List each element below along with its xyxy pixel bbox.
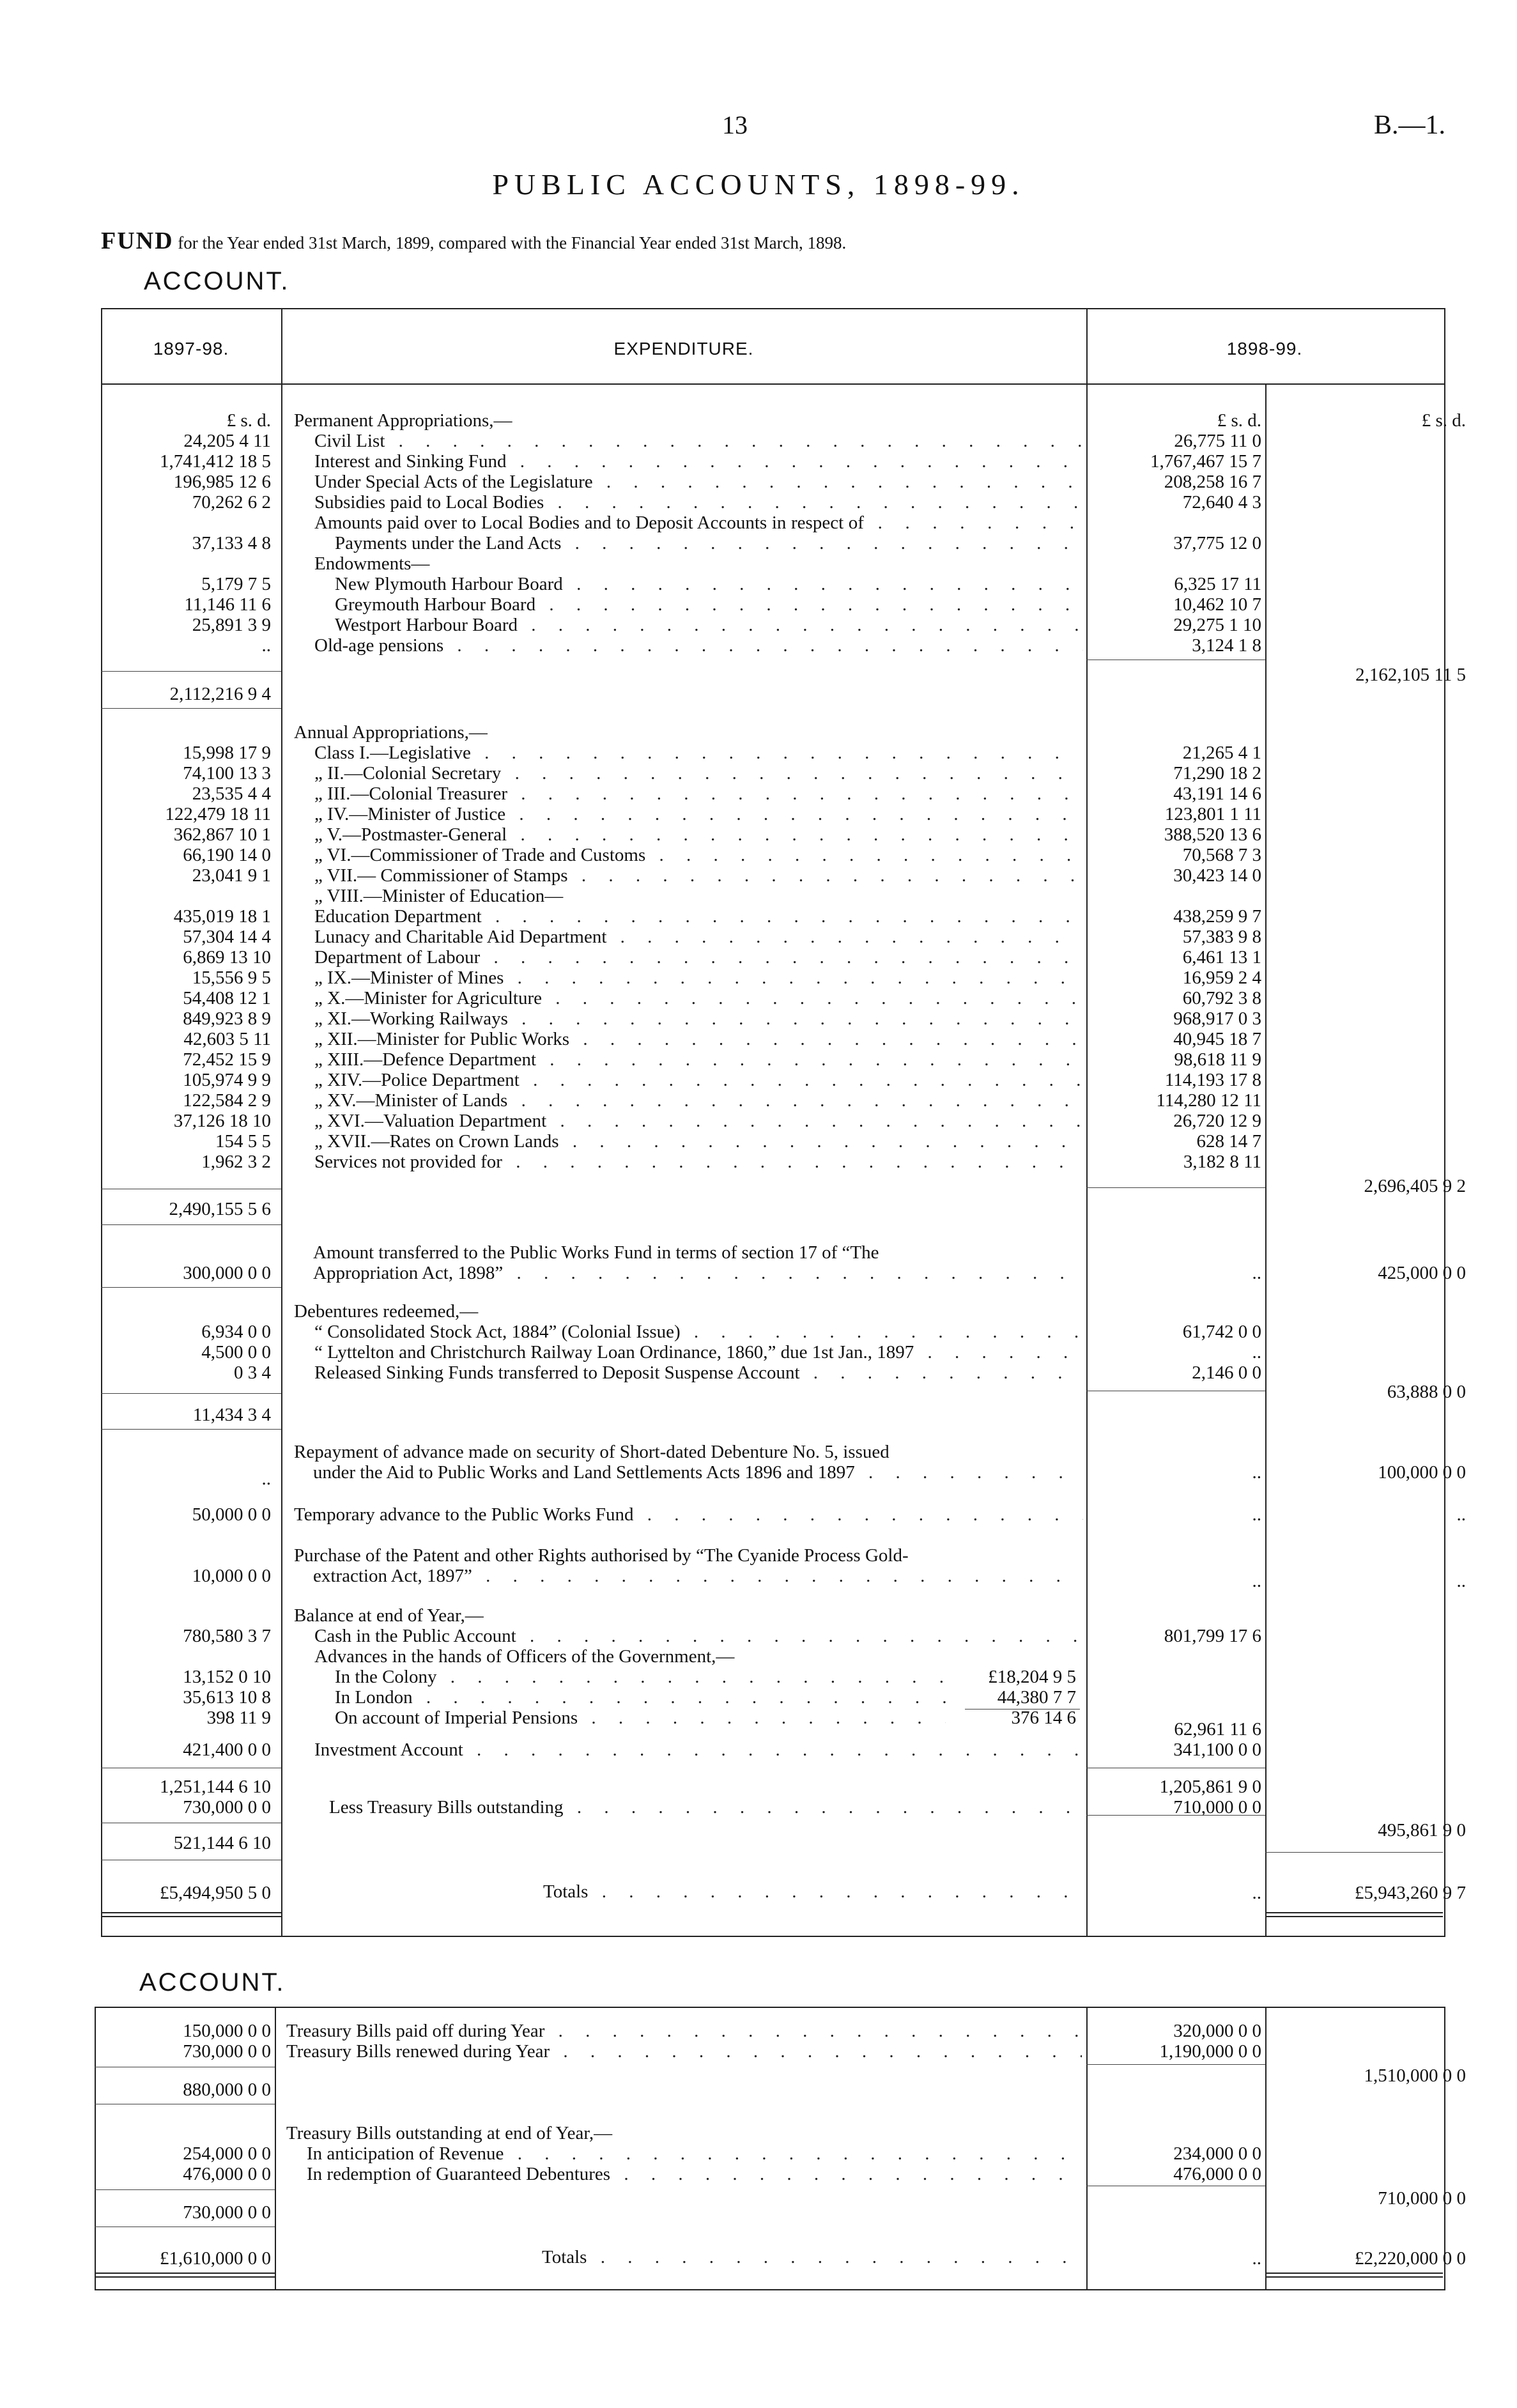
row-label: Education Department . . . — [294, 906, 1083, 927]
permanent-head: Permanent Appropriations,— — [294, 410, 512, 431]
row-label: In London . . . — [294, 1687, 946, 1708]
t2-totals-double-a — [95, 2273, 275, 2278]
oldage-1898: 3,124 1 8 — [1192, 635, 1261, 656]
repay-line2: under the Aid to Public Works and Land Settlements Acts 1896 and 1897 . . . — [294, 1462, 1083, 1483]
account-heading-2: ACCOUNT. — [139, 1968, 286, 1996]
debentures-head: Debentures redeemed,— — [294, 1301, 479, 1322]
t2-sub2-rule-a — [95, 2189, 275, 2190]
annual-total-rule — [101, 1224, 281, 1225]
row-1897-value: 122,479 18 11 — [165, 804, 271, 824]
row-1898-value: 60,792 3 8 — [1182, 988, 1261, 1008]
row-label: Subsidies paid to Local Bodies . . . — [294, 492, 1083, 513]
row-label: Lunacy and Charitable Aid Department . . . — [294, 927, 1083, 947]
row-1898-value: 114,193 17 8 — [1164, 1070, 1261, 1090]
pwf-line2: Appropriation Act, 1898” . . . — [294, 1263, 1083, 1283]
row-1898-value: 2,146 0 0 — [1192, 1362, 1261, 1383]
row-1897-value: 37,126 18 10 — [173, 1111, 271, 1131]
row-1897-value: 35,613 10 8 — [183, 1687, 271, 1708]
balance-sum-1898: 1,205,861 9 0 — [1159, 1777, 1261, 1797]
row-label: „ V.—Postmaster-General . . . — [294, 824, 1083, 845]
row-1897-value: 24,205 4 11 — [183, 431, 271, 451]
row-1898-value: 3,182 8 11 — [1183, 1152, 1261, 1172]
row-1897-value: 6,934 0 0 — [201, 1322, 271, 1342]
repay-1897: .. — [261, 1469, 271, 1489]
row-1897-value: 1,962 3 2 — [201, 1152, 271, 1172]
row-label: Greymouth Harbour Board . . . — [294, 594, 1083, 615]
subtitle-lead: FUND — [101, 228, 174, 254]
annual-total-1897: 2,490,155 5 6 — [169, 1199, 271, 1219]
annual-head: Annual Appropriations,— — [294, 722, 488, 743]
net-total-rule-b — [1265, 1852, 1443, 1853]
row-label: „ II.—Colonial Secretary . . . — [294, 763, 1083, 783]
perm-sum-rule-a — [101, 671, 281, 672]
row-1897-value: 15,998 17 9 — [183, 743, 271, 763]
row-1898-value: 29,275 1 10 — [1173, 615, 1261, 635]
totals-label: Totals . . . — [294, 1881, 1083, 1902]
page-reference: B.—1. — [1374, 111, 1446, 140]
row-1897-value: 196,985 12 6 — [173, 472, 271, 492]
temp-advance-1897: 50,000 0 0 — [192, 1504, 271, 1525]
row-label: „ VI.—Commissioner of Trade and Customs . . . — [294, 845, 1083, 865]
land-acts-1898: 37,775 12 0 — [1173, 533, 1261, 553]
row-1898-value: 628 14 7 — [1196, 1131, 1261, 1152]
row-label: New Plymouth Harbour Board . . . — [294, 574, 1083, 594]
t2-renewed-1897: 730,000 0 0 — [183, 2041, 271, 2062]
unit-header-1898b: £ s. d. — [1421, 410, 1466, 431]
perm-total-1898: 2,162,105 11 5 — [1355, 665, 1466, 685]
row-1898-value: 26,775 11 0 — [1174, 431, 1261, 451]
row-1897-value: 105,974 9 9 — [183, 1070, 271, 1090]
t2-redemption-1898: 476,000 0 0 — [1173, 2164, 1261, 2184]
t2-sub2-1898: 710,000 0 0 — [1378, 2188, 1466, 2209]
row-label: „ XVII.—Rates on Crown Lands . . . — [294, 1131, 1083, 1152]
row-label: „ XVI.—Valuation Department . . . — [294, 1111, 1083, 1131]
row-label: “ Consolidated Stock Act, 1884” (Colonial Issue) . . . — [294, 1322, 1083, 1342]
account-heading: ACCOUNT. — [144, 267, 290, 295]
row-1898-value: 208,258 16 7 — [1164, 472, 1261, 492]
row-label: „ XI.—Working Railways . . . — [294, 1008, 1083, 1029]
row-1898-value: 72,640 4 3 — [1182, 492, 1261, 513]
investment-1897: 421,400 0 0 — [183, 1740, 271, 1760]
row-1898-value: 388,520 13 6 — [1164, 824, 1261, 845]
balance-sum-1897: 1,251,144 6 10 — [160, 1777, 271, 1797]
t2-outstanding-head: Treasury Bills outstanding at end of Year,— — [286, 2123, 613, 2143]
row-1898-value: 40,945 18 7 — [1173, 1029, 1261, 1049]
cyanide-line1: Purchase of the Patent and other Rights authorised by “The Cyanide Process Gold- — [294, 1545, 909, 1566]
row-1897-value: 435,019 18 1 — [173, 906, 271, 927]
row-1898-value: .. — [1252, 1342, 1261, 1362]
row-label: „ IX.—Minister of Mines . . . — [294, 968, 1083, 988]
investment-label: Investment Account . . . — [294, 1740, 1083, 1760]
t2-col-rule-1 — [275, 2007, 276, 2289]
deb-sum-rule-a — [101, 1393, 281, 1394]
row-1897-value: 398 11 9 — [206, 1708, 271, 1728]
row-1897-value: 122,584 2 9 — [183, 1090, 271, 1111]
annual-total-1898: 2,696,405 9 2 — [1364, 1176, 1466, 1196]
t2-paid-off-1897: 150,000 0 0 — [183, 2021, 271, 2041]
t2-revenue-1898: 234,000 0 0 — [1173, 2143, 1261, 2164]
row-1898-value: 57,383 9 8 — [1182, 927, 1261, 947]
t2-sub1-1898: 1,510,000 0 0 — [1364, 2065, 1466, 2086]
cyanide-1898b: .. — [1456, 1571, 1466, 1591]
row-1897-value: 72,452 15 9 — [183, 1049, 271, 1070]
col-header-expenditure: EXPENDITURE. — [613, 339, 754, 359]
row-1897-value: 11,146 11 6 — [184, 594, 271, 615]
col-header-1897: 1897-98. — [153, 339, 229, 359]
page-title: PUBLIC ACCOUNTS, 1898-99. — [492, 168, 1025, 201]
t2-totals-double-b — [1265, 2273, 1443, 2278]
row-1897-value: 57,304 14 4 — [183, 927, 271, 947]
row-1897-value: 4,500 0 0 — [201, 1342, 271, 1362]
row-1897-value: 362,867 10 1 — [173, 824, 271, 845]
row-label: Released Sinking Funds transferred to Deposit Suspense Account . . . — [294, 1362, 1083, 1383]
row-label: „ X.—Minister for Agriculture . . . — [294, 988, 1083, 1008]
land-acts-line2: Payments under the Land Acts . . . — [294, 533, 1083, 553]
totals-double-rule-a — [101, 1912, 281, 1917]
row-label: Civil List . . . — [294, 431, 1083, 451]
row-1897-value: 1,741,412 18 5 — [160, 451, 271, 472]
t2-renewed-1898: 1,190,000 0 0 — [1159, 2041, 1261, 2062]
net-balance-1898: 495,861 9 0 — [1378, 1820, 1466, 1841]
row-1897-value: 849,923 8 9 — [183, 1008, 271, 1029]
row-1897-value: 5,179 7 5 — [201, 574, 271, 594]
t2-redemption-1897: 476,000 0 0 — [183, 2164, 271, 2184]
t2-col-rule-2 — [1086, 2007, 1088, 2289]
totals-1898a: .. — [1252, 1883, 1261, 1903]
row-1898-value: 98,618 11 9 — [1174, 1049, 1261, 1070]
row-1897-value: 42,603 5 11 — [183, 1029, 271, 1049]
land-acts-1897: 37,133 4 8 — [192, 533, 271, 553]
temp-advance-1898b: .. — [1456, 1504, 1466, 1525]
row-1898-value: 16,959 2 4 — [1182, 968, 1261, 988]
repay-line1: Repayment of advance made on security of Short-dated Debenture No. 5, issued — [294, 1442, 889, 1462]
row-1898-value: 438,259 9 7 — [1173, 906, 1261, 927]
row-1897-value: 0 3 4 — [234, 1362, 271, 1383]
row-label: In the Colony . . . — [294, 1667, 946, 1687]
treasury-bills-1897: 730,000 0 0 — [183, 1797, 271, 1818]
row-1898-value: 6,461 13 1 — [1182, 947, 1261, 968]
land-acts-line1: Amounts paid over to Local Bodies and to Deposit Accounts in respect of . . . — [294, 513, 1083, 533]
row-label: On account of Imperial Pensions . . . — [294, 1708, 946, 1728]
row-1897-value: 154 5 5 — [215, 1131, 271, 1152]
temp-advance-label: Temporary advance to the Public Works Fund . . . — [294, 1504, 1083, 1525]
t2-renewed-label: Treasury Bills renewed during Year . . . — [286, 2041, 1082, 2062]
t2-redemption-label: In redemption of Guaranteed Debentures . . . — [307, 2164, 1082, 2184]
adv-sum-rule — [965, 1709, 1080, 1710]
row-1897-value: 15,556 9 5 — [192, 968, 271, 988]
row-subamount: £18,204 9 5 — [988, 1667, 1076, 1687]
investment-1898: 341,100 0 0 — [1173, 1740, 1261, 1760]
t2-revenue-label: In anticipation of Revenue . . . — [307, 2143, 1082, 2164]
deb-total-1898: 63,888 0 0 — [1387, 1382, 1466, 1402]
t2-paid-off-1898: 320,000 0 0 — [1173, 2021, 1261, 2041]
row-1897-value: 70,262 6 2 — [192, 492, 271, 513]
row-1897-value: 13,152 0 10 — [183, 1667, 271, 1687]
row-1897-value: 23,041 9 1 — [192, 865, 271, 886]
row-label: „ IV.—Minister of Justice . . . — [294, 804, 1083, 824]
page-subtitle — [101, 227, 846, 255]
pwf-1898a: .. — [1252, 1263, 1261, 1283]
row-1898-value: 21,265 4 1 — [1182, 743, 1261, 763]
row-1898-value: 1,767,467 15 7 — [1150, 451, 1261, 472]
totals-double-rule-b — [1265, 1912, 1443, 1917]
treasury-bills-label: Less Treasury Bills outstanding . . . — [294, 1797, 1083, 1818]
unit-header-1898a: £ s. d. — [1217, 410, 1261, 431]
repay-1898a: .. — [1252, 1462, 1261, 1483]
row-label: Under Special Acts of the Legislature . . . — [294, 472, 1083, 492]
t2-sub1-rule-b — [1086, 2064, 1265, 2065]
col-rule-2 — [1086, 308, 1088, 1936]
row-label: Class I.—Legislative . . . — [294, 743, 1083, 763]
row-label: Department of Labour . . . — [294, 947, 1083, 968]
net-rule-b — [1086, 1815, 1265, 1816]
temp-advance-1898a: .. — [1252, 1504, 1261, 1525]
cyanide-1898a: .. — [1252, 1571, 1261, 1591]
pwf-line1: Amount transferred to the Public Works Fund in terms of section 17 of “The — [313, 1242, 879, 1263]
row-label: „ XV.—Minister of Lands . . . — [294, 1090, 1083, 1111]
perm-total-1897: 2,112,216 9 4 — [169, 684, 271, 704]
t2-revenue-1897: 254,000 0 0 — [183, 2143, 271, 2164]
net-balance-1897: 521,144 6 10 — [173, 1833, 271, 1853]
row-1897-value: 23,535 4 4 — [192, 783, 271, 804]
deb-total-rule — [101, 1429, 281, 1430]
row-1898-value: 114,280 12 11 — [1156, 1090, 1261, 1111]
repay-1898b: 100,000 0 0 — [1378, 1462, 1466, 1483]
row-1898-value: 26,720 12 9 — [1173, 1111, 1261, 1131]
col-header-1898: 1898-99. — [1226, 339, 1303, 359]
row-1898-value: 123,801 1 11 — [1164, 804, 1261, 824]
cash-1898: 801,799 17 6 — [1164, 1626, 1261, 1646]
t2-sub1-1897: 880,000 0 0 — [183, 2080, 271, 2100]
pwf-1897: 300,000 0 0 — [183, 1263, 271, 1283]
row-1898-value: 71,290 18 2 — [1173, 763, 1261, 783]
advances-head: Advances in the hands of Officers of the Government,— — [314, 1646, 735, 1667]
totals-1898b: £5,943,260 9 7 — [1355, 1883, 1466, 1903]
row-1897-value: 66,190 14 0 — [183, 845, 271, 865]
row-label: „ VII.— Commissioner of Stamps . . . — [294, 865, 1083, 886]
t2-col-rule-3 — [1265, 2007, 1267, 2289]
cyanide-1897: 10,000 0 0 — [192, 1566, 271, 1586]
cash-1897: 780,580 3 7 — [183, 1626, 271, 1646]
row-1898-value: 10,462 10 7 — [1173, 594, 1261, 615]
deb-total-1897: 11,434 3 4 — [192, 1405, 271, 1425]
row-label: Services not provided for . . . — [294, 1152, 1083, 1172]
perm-total-rule — [101, 708, 281, 709]
row-label: „ III.—Colonial Treasurer . . . — [294, 783, 1083, 804]
t2-totals-1898a: .. — [1252, 2248, 1261, 2269]
row-1898-value: 70,568 7 3 — [1182, 845, 1261, 865]
row-1898-value: 30,423 14 0 — [1173, 865, 1261, 886]
row-label: „ VIII.—Minister of Education— — [314, 886, 564, 906]
row-label: „ XIV.—Police Department . . . — [294, 1070, 1083, 1090]
row-label: Westport Harbour Board . . . — [294, 615, 1083, 635]
row-label: „ XIII.—Defence Department . . . — [294, 1049, 1083, 1070]
cyanide-line2: extraction Act, 1897” . . . — [294, 1566, 1083, 1586]
row-1897-value: 6,869 13 10 — [183, 947, 271, 968]
row-label: „ XII.—Minister for Public Works . . . — [294, 1029, 1083, 1049]
row-subamount: 44,380 7 7 — [997, 1687, 1076, 1708]
col-rule-1 — [281, 308, 282, 1936]
row-1898-value: 968,917 0 3 — [1173, 1008, 1261, 1029]
row-1898-value: 61,742 0 0 — [1182, 1322, 1261, 1342]
balance-head: Balance at end of Year,— — [294, 1605, 484, 1626]
t2-totals-1897: £1,610,000 0 0 — [160, 2248, 271, 2269]
col-rule-3 — [1265, 383, 1267, 1936]
row-1898-value: 43,191 14 6 — [1173, 783, 1261, 804]
totals-1897: £5,494,950 5 0 — [160, 1883, 271, 1903]
row-1897-value: 54,408 12 1 — [183, 988, 271, 1008]
header-rule — [101, 383, 1444, 385]
pwf-rule — [101, 1287, 281, 1288]
row-subamount: 376 14 6 — [1011, 1708, 1076, 1728]
page-number: 13 — [722, 111, 748, 139]
row-1897-value: 74,100 13 3 — [183, 763, 271, 783]
t2-totals-label: Totals . . . — [286, 2247, 1082, 2267]
pwf-1898b: 425,000 0 0 — [1378, 1263, 1466, 1283]
t2-sub2-1897: 730,000 0 0 — [183, 2202, 271, 2223]
row-1898-value: 6,325 17 11 — [1174, 574, 1261, 594]
t2-paid-off-label: Treasury Bills paid off during Year . . . — [286, 2021, 1082, 2041]
annual-sum-rule-b — [1086, 1187, 1265, 1188]
oldage-label: Old-age pensions . . . — [294, 635, 1083, 656]
t2-totals-1898b: £2,220,000 0 0 — [1355, 2248, 1466, 2269]
unit-header-1897: £ s. d. — [226, 410, 271, 431]
cash-label: Cash in the Public Account . . . — [294, 1626, 1083, 1646]
oldage-1897: .. — [261, 635, 271, 656]
subtitle-rest: for the Year ended 31st March, 1899, compared with the Financial Year ended 31st March, 1898. — [178, 233, 847, 252]
endowments-head: Endowments— — [314, 553, 430, 574]
treasury-bills-1898: 710,000 0 0 — [1173, 1797, 1261, 1818]
row-label: “ Lyttelton and Christchurch Railway Loan Ordinance, 1860,” due 1st Jan., 1897 . . . — [294, 1342, 1083, 1362]
adv-total-1898: 62,961 11 6 — [1174, 1719, 1261, 1740]
row-label: Interest and Sinking Fund . . . — [294, 451, 1083, 472]
row-1897-value: 25,891 3 9 — [192, 615, 271, 635]
